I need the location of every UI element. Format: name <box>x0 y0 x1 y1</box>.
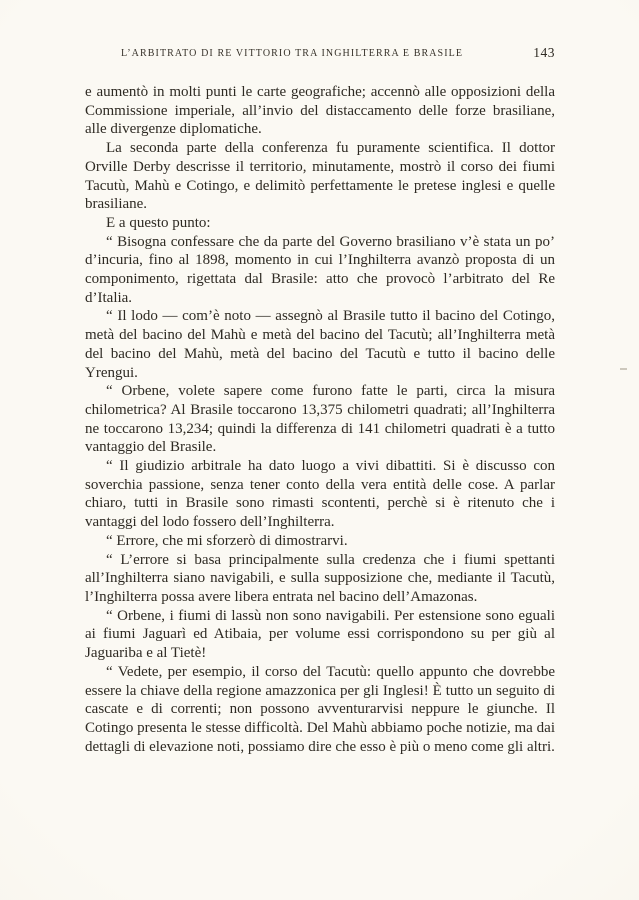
paragraph: “ Il giudizio arbitrale ha dato luogo a vivi dibattiti. Si è discusso con soverchia passione, senza tener conto della vera entità delle cose. A parlar chiaro, tutti in Brasile sono rimasti scontenti, perchè si è ritenuto che i vantaggi del lodo fossero dell’Inghilterra. <box>85 458 555 531</box>
page-body <box>85 83 555 756</box>
paragraph: “ L’errore si basa principalmente sulla credenza che i fiumi spettanti all’Inghilterra siano navigabili, e sulla supposizione che, mediante il Tacutù, l’Inghilterra possa avere libera entrata nel bacino dell’Amazonas. <box>85 551 555 605</box>
paragraph: “ Errore, che mi sforzerò di dimostrarvi. <box>106 532 348 549</box>
paragraph: “ Bisogna confessare che da parte del Governo brasiliano v’è stata un po’ d’incuria, fino al 1898, momento in cui l’Inghilterra avanzò proposta di un componimento, rigettata dal Brasile: atto che provocò l’arbitrato del Re d’Italia. <box>85 233 555 306</box>
paragraph: “ Orbene, i fiumi di lassù non sono navigabili. Per estensione sono eguali ai fiumi Jaguarì ed Atibaia, per volume essi corrispondono su per giù al Jaguariba e al Tietè! <box>85 607 555 662</box>
paragraph: “ Il lodo — com’è noto — assegnò al Brasile tutto il bacino del Cotingo, metà del bacino del Mahù e metà del bacino del Tacutù; all’Inghilterra metà del bacino del Mahù, metà del bacino del Tacutù e tutto il bacino delle Yrengui. <box>85 308 555 381</box>
paragraph: “ Orbene, volete sapere come furono fatte le parti, circa la misura chilometrica? Al Brasile toccarono 13,375 chilometri quadrati; all’Inghilterra ne toccarono 13,234; quindi la differenza di 141 chilometri quadrati è a tutto vantaggio del Brasile. <box>85 383 555 456</box>
running-title: L’ARBITRATO DI RE VITTORIO TRA INGHILTERRA E BRASILE <box>120 48 464 59</box>
page-header <box>85 45 555 60</box>
paragraph: La seconda parte della conferenza fu puramente scientifica. Il dottor Orville Derby descrisse il territorio, minutamente, mostrò il corso dei fiumi Tacutù, Mahù e Cotingo, e delimitò perfettamente le pretese inglesi e quelle brasiliane. <box>85 140 555 213</box>
scan-artifact <box>620 368 627 370</box>
page-number: 143 <box>533 45 555 60</box>
paragraph: “ Vedete, per esempio, il corso del Tacutù: quello appunto che dovrebbe essere la chiave della regione amazzonica per gli Inglesi! È tutto un seguito di cascate e di correnti; non possono avventurarvisi neppure le giunche. Il Cotingo presenta le stesse difficoltà. Del Mahù abbiamo poche notizie, ma dai dettagli di elevazione noti, possiamo dire che esso è più o meno come gli altri. <box>85 663 555 755</box>
paragraph: e aumentò in molti punti le carte geografiche; accennò alle opposizioni della Commissione imperiale, all’invio del distaccamento delle forze brasiliane, alle divergenze diplomatiche. <box>85 84 555 138</box>
paragraph: E a questo punto: <box>106 214 211 231</box>
